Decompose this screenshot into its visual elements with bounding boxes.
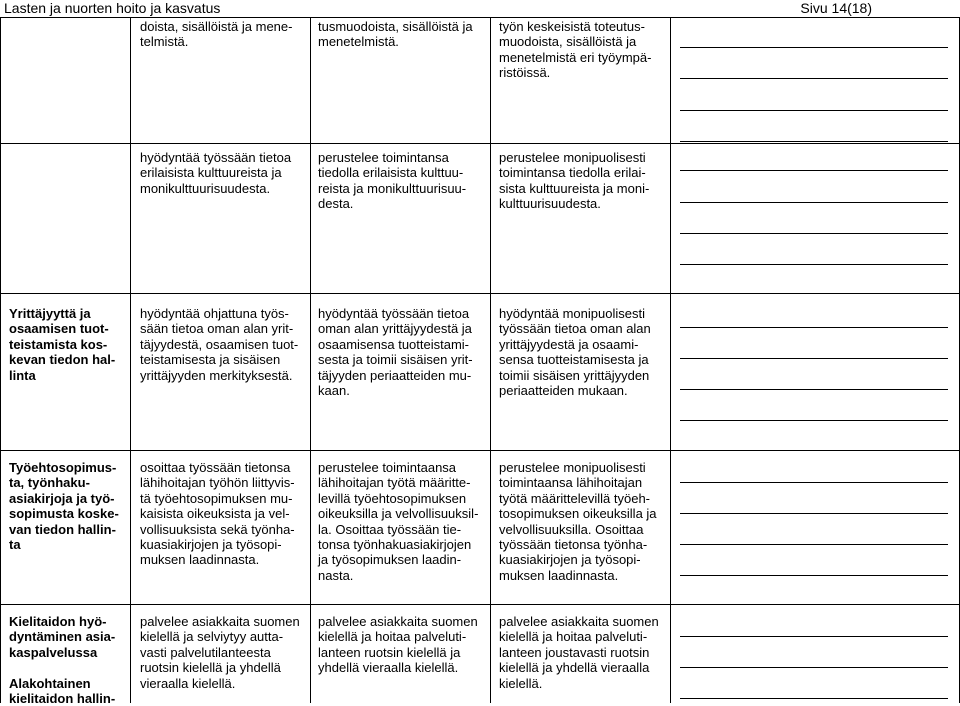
row-divider — [0, 293, 960, 294]
page-number: Sivu 14(18) — [800, 0, 872, 16]
writing-line[interactable] — [680, 110, 948, 111]
page-header — [0, 0, 960, 17]
criteria-cell-satisfactory: palvelee asiakkaita suomen kielellä ja selviytyy autta- vasti palvelutilanteesta ruotsin kielellä ja yhdellä vieraalla kielellä. — [140, 614, 300, 691]
writing-line[interactable] — [680, 358, 948, 359]
row-topic-label: Kielitaidon hyö- dyntäminen asia- kaspalvelussa Alakohtainen kielitaidon hallin- — [9, 614, 116, 706]
criteria-cell-good: perustelee toimintaansa lähihoitajan työtä määritte- levillä työehtosopimuksen oikeuksilla ja velvollisuuksil- la. Osoittaa työssään tie- tonsa työnhakuasiakirjojen ja työsopimuksen laadin- nasta. — [318, 460, 479, 583]
criteria-cell-satisfactory: osoittaa työssään tietonsa lähihoitajan työhön liittyvis- tä työehtosopimuksen mu- kaisista oikeuksista ja vel- vollisuuksista sekä työnha- kuasiakirjojen ja työsopi- muksen laadinnasta. — [140, 460, 295, 568]
column-divider — [490, 17, 491, 703]
writing-line[interactable] — [680, 170, 948, 171]
writing-line[interactable] — [680, 513, 948, 514]
writing-line[interactable] — [680, 667, 948, 668]
writing-line[interactable] — [680, 202, 948, 203]
criteria-cell-excellent: hyödyntää monipuolisesti työssään tietoa oman alan yrittäjyydestä ja osaami- sensa tuotteistamisesta ja toimii sisäisen yrittäjyyden periaatteiden mukaan. — [499, 306, 651, 399]
criteria-cell-good: tusmuodoista, sisällöistä ja menetelmistä. — [318, 19, 473, 50]
writing-line[interactable] — [680, 327, 948, 328]
writing-line[interactable] — [680, 482, 948, 483]
row-divider — [0, 604, 960, 605]
column-divider — [0, 17, 1, 703]
writing-line[interactable] — [680, 233, 948, 234]
column-divider — [670, 17, 671, 703]
criteria-cell-excellent: perustelee monipuolisesti toimintaansa lähihoitajan työtä määrittelevillä työeh- tosopimuksen oikeuksilla ja velvollisuuksilla. Osoittaa työssään tietonsa työnha- kuasiakirjojen ja työsopi- muksen laadinnasta. — [499, 460, 657, 583]
criteria-cell-satisfactory: doista, sisällöistä ja mene- telmistä. — [140, 19, 293, 50]
criteria-cell-good: hyödyntää työssään tietoa oman alan yrittäjyydestä ja osaamisensa tuotteistami- sesta ja toimii sisäisen yrit- täjyyden periaatteiden mu- kaan. — [318, 306, 473, 399]
writing-line[interactable] — [680, 575, 948, 576]
criteria-cell-good: palvelee asiakkaita suomen kielellä ja hoitaa palveluti- lanteen ruotsin kielellä ja yhdellä vieraalla kielellä. — [318, 614, 478, 676]
criteria-cell-satisfactory: hyödyntää työssään tietoa erilaisista kulttuureista ja monikulttuurisuudesta. — [140, 150, 292, 196]
row-divider — [0, 143, 960, 144]
writing-line[interactable] — [680, 264, 948, 265]
writing-line[interactable] — [680, 47, 948, 48]
writing-line[interactable] — [680, 698, 948, 699]
writing-line[interactable] — [680, 420, 948, 421]
writing-line[interactable] — [680, 389, 948, 390]
writing-line[interactable] — [680, 141, 948, 142]
column-divider — [310, 17, 311, 703]
row-topic-label: Yrittäjyyttä ja osaamisen tuot- teistamista kos- kevan tiedon hal- linta — [9, 306, 116, 383]
row-divider — [0, 450, 960, 451]
criteria-cell-good: perustelee toimintansa tiedolla erilaisista kulttuu- reista ja monikulttuurisuu- desta. — [318, 150, 467, 212]
criteria-cell-excellent: työn keskeisistä toteutus- muodoista, sisällöistä ja menetelmistä eri työympä- ristöissä. — [499, 19, 652, 81]
writing-line[interactable] — [680, 636, 948, 637]
criteria-cell-excellent: perustelee monipuolisesti toimintansa tiedolla erilai- sista kulttuureista ja moni- kulttuurisuudesta. — [499, 150, 650, 212]
header-rule — [0, 17, 960, 18]
document-title: Lasten ja nuorten hoito ja kasvatus — [4, 0, 221, 16]
row-topic-label: Työehtosopimus- ta, työnhaku- asiakirjoja ja työ- sopimusta koske- van tiedon hallin- ta — [9, 460, 119, 553]
column-divider — [130, 17, 131, 703]
criteria-cell-satisfactory: hyödyntää ohjattuna työs- sään tietoa oman alan yrit- täjyydestä, osaamisen tuot- teistamisesta ja sisäisen yrittäjyyden merkityksestä. — [140, 306, 299, 383]
writing-line[interactable] — [680, 78, 948, 79]
writing-line[interactable] — [680, 544, 948, 545]
criteria-cell-excellent: palvelee asiakkaita suomen kielellä ja hoitaa palveluti- lanteen joustavasti ruotsin kielellä ja yhdellä vieraalla kielellä. — [499, 614, 659, 691]
